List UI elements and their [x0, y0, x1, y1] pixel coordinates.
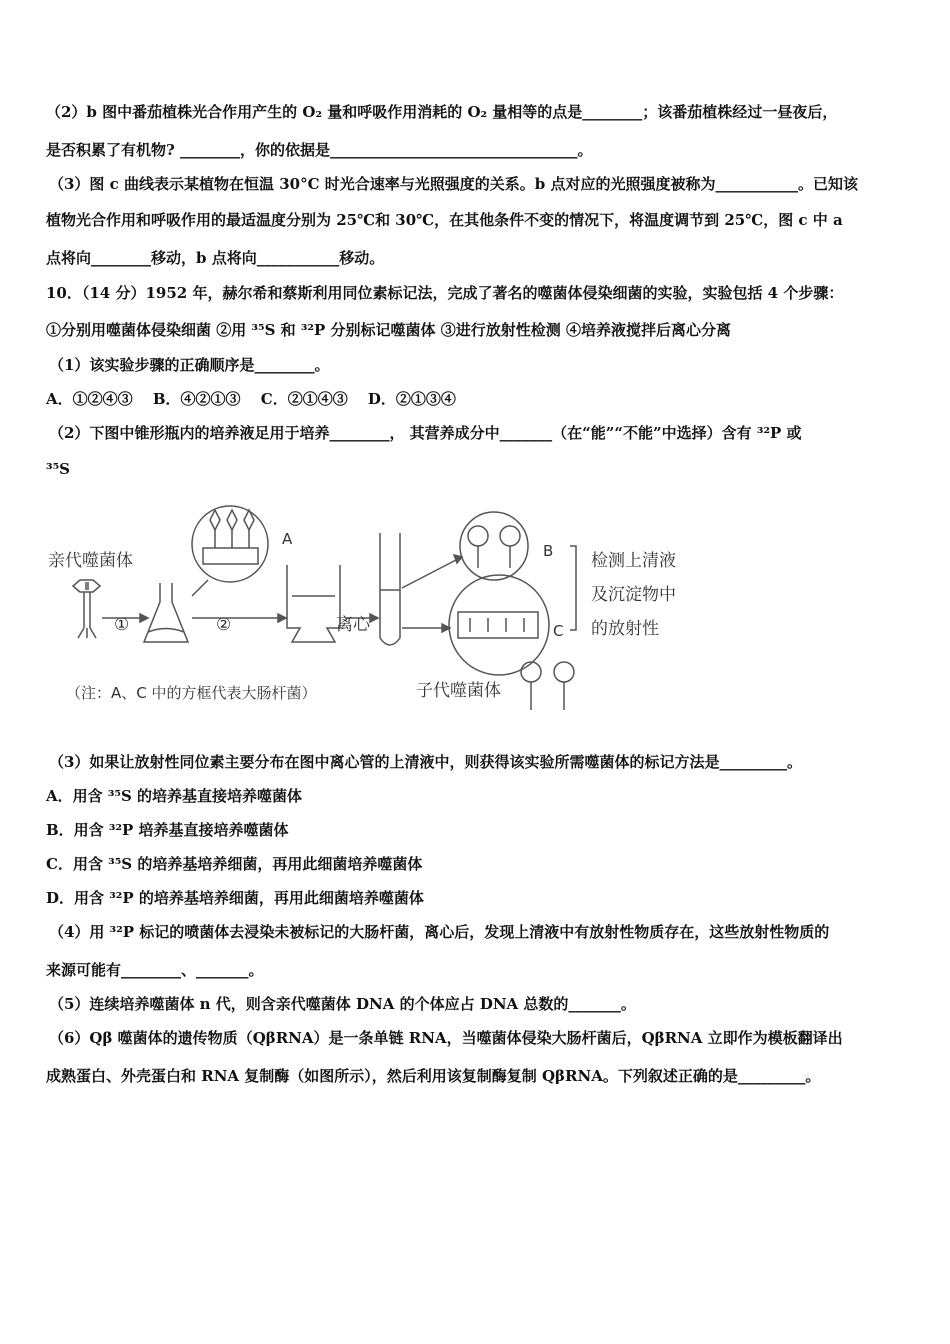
parent-phage-label: 亲代噬菌体 [48, 551, 133, 571]
answer-option-b: B．用含 ³²P 培养基直接培养噬菌体 [46, 821, 289, 839]
answer-option-c: C．用含 ³⁵S 的培养基培养细菌，再用此细菌培养噬菌体 [46, 855, 423, 873]
offspring-phage-label: 子代噬菌体 [416, 681, 501, 701]
answer-options: A．①②④③ B．④②①③ C．②①④③ D．②①③④ [46, 390, 456, 408]
circle-b-icon [460, 512, 528, 580]
offspring-phage-icon [521, 662, 574, 710]
text-line: 是否积累了有机物? ________，你的依据是_________________________________。 [46, 141, 593, 159]
detect-label-1: 检测上清液 [591, 551, 676, 571]
step-1-label: ① [114, 615, 130, 635]
text-line: （3）图 c 曲线表示某植物在恒温 30°C 时光合速率与光照强度的关系。b 点对应的光照强度被称为___________。已知该 [49, 175, 858, 193]
detect-label-2: 及沉淀物中 [591, 585, 676, 605]
label-c: C [553, 622, 564, 640]
text-line: （6）Qβ 噬菌体的遗传物质（QβRNA）是一条单链 RNA，当噬菌体侵染大肠杆菌后，QβRNA 立即作为模板翻译出 [49, 1029, 843, 1047]
text-line: ³⁵S [46, 460, 70, 478]
bracket-icon [570, 546, 576, 630]
question-10-heading: 10．（14 分）1952 年，赫尔希和蔡斯利用同位素标记法，完成了著名的噬菌体侵染细菌的实验，实验包括 4 个步骤： [46, 284, 844, 302]
circle-a-icon [192, 506, 268, 582]
figure-note: （注：A、C 中的方框代表大肠杆菌） [66, 684, 317, 702]
answer-option-d: D．用含 ³²P 的培养基培养细菌，再用此细菌培养噬菌体 [46, 889, 424, 907]
text-line: （2）b 图中番茄植株光合作用产生的 O₂ 量和呼吸作用消耗的 O₂ 量相等的点是________；该番茄植株经过一昼夜后， [46, 103, 838, 121]
beaker-icon [287, 565, 340, 642]
phage-experiment-diagram [40, 500, 710, 725]
text-line: 来源可能有________、_______。 [46, 961, 264, 979]
text-line: （3）如果让放射性同位素主要分布在图中离心管的上清液中，则获得该实验所需噬菌体的标记方法是_________。 [49, 753, 802, 771]
detect-label-3: 的放射性 [591, 619, 659, 639]
text-line: 植物光合作用和呼吸作用的最适温度分别为 25℃和 30℃，在其他条件不变的情况下，将温度调节到 25℃，图 c 中 a [46, 211, 843, 229]
text-line: （2）下图中锥形瓶内的培养液足用于培养________， 其营养成分中_______（在“能”“不能”中选择）含有 ³²P 或 [49, 424, 802, 442]
text-line: （1）该实验步骤的正确顺序是________。 [49, 356, 330, 374]
text-line: ①分别用噬菌体侵染细菌 ②用 ³⁵S 和 ³²P 分别标记噬菌体 ③进行放射性检测 ④培养液搅拌后离心分离 [46, 321, 731, 339]
text-line: 成熟蛋白、外壳蛋白和 RNA 复制酶（如图所示），然后利用该复制酶复制 QβRNA。下列叙述正确的是_________。 [46, 1067, 821, 1085]
parent-phage-icon [73, 580, 100, 638]
label-b: B [543, 542, 554, 560]
answer-option-a: A．用含 ³⁵S 的培养基直接培养噬菌体 [46, 787, 303, 805]
step-2-label: ② [216, 615, 232, 635]
flask-icon [144, 583, 188, 642]
text-line: （5）连续培养噬菌体 n 代，则含亲代噬菌体 DNA 的个体应占 DNA 总数的_______。 [49, 995, 636, 1013]
text-line: （4）用 ³²P 标记的喷菌体去浸染未被标记的大肠杆菌，离心后，发现上清液中有放射性物质存在，这些放射性物质的 [49, 923, 830, 941]
text-line: 点将向________移动，b 点将向___________移动。 [46, 249, 385, 267]
circle-c-icon [449, 575, 549, 675]
centrifuge-label: 离心 [336, 615, 370, 635]
centrifuge-tube-icon [380, 533, 400, 645]
label-a: A [282, 530, 293, 548]
